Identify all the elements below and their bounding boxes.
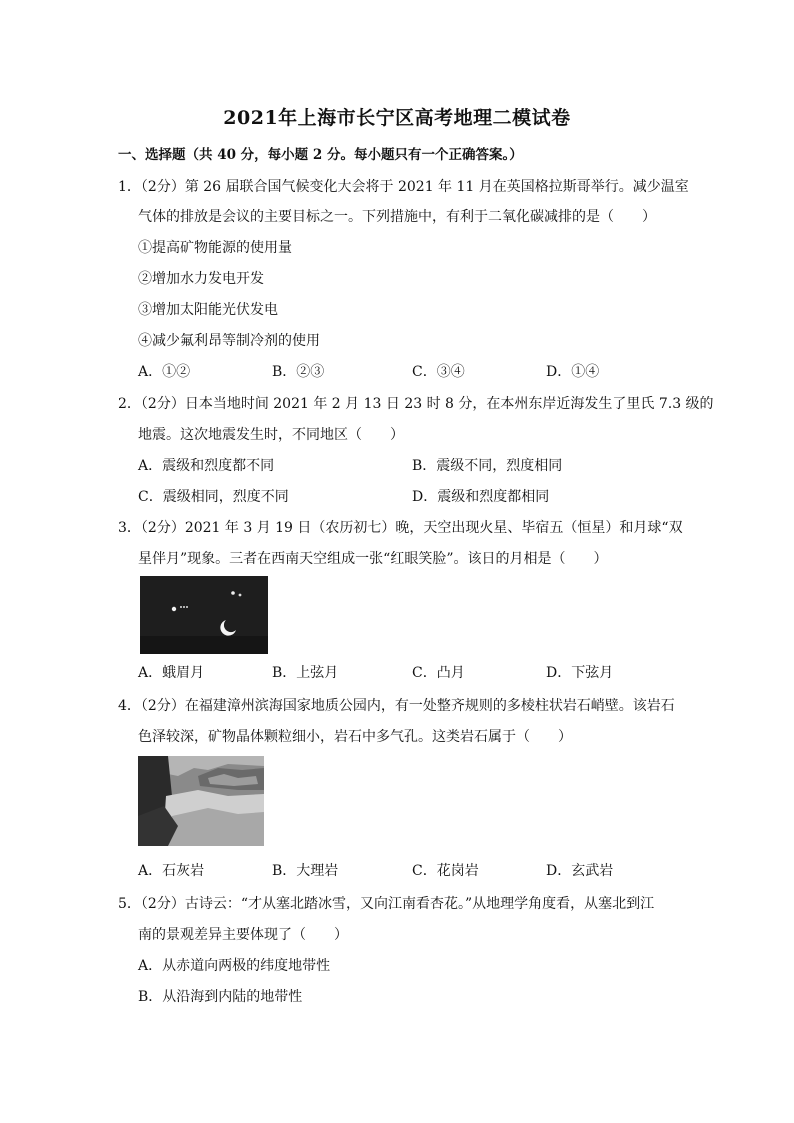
question-1-line-1: 1．（2分）第 26 届联合国气候变化大会将于 2021 年 11 月在英国格拉斯哥举行。减少温室 [118,179,689,195]
star-icon [231,591,235,595]
question-2-line-2: 地震。这次地震发生时，不同地区（ ） [138,427,404,443]
section-heading: 一、选择题（共 40 分，每小题 2 分。每小题只有一个正确答案。） [118,147,523,163]
question-4-option-c: C．花岗岩 [412,863,479,879]
question-1-option-b: B．②③ [272,364,325,380]
question-2-option-d: D．震级和烈度都相同 [412,489,550,505]
question-2-option-c: C．震级相同，烈度不同 [138,489,289,505]
question-3-option-b: B．上弦月 [272,665,339,681]
question-4-option-a: A．石灰岩 [138,863,205,879]
question-1-line-2: 气体的排放是会议的主要目标之一。下列措施中，有利于二氧化碳减排的是（ ） [138,209,656,225]
question-3-option-d: D．下弦月 [546,665,614,681]
question-2-option-a: A．震级和烈度都不同 [138,458,275,474]
question-1-item-3: ③增加太阳能光伏发电 [138,302,278,318]
question-1-option-d: D．①④ [546,364,600,380]
question-5-line-1: 5．（2分）古诗云：“才从塞北踏冰雪，又向江南看杏花。”从地理学角度看，从塞北到江 [118,896,655,912]
question-3-option-c: C．凸月 [412,665,465,681]
basalt-cliff-photo [138,756,264,846]
question-2-line-1: 2．（2分）日本当地时间 2021 年 2 月 13 日 23 时 8 分，在本州东岸近海发生了里氏 7.3 级的 [118,396,714,412]
question-5-option-a: A．从赤道向两极的纬度地带性 [138,958,331,974]
question-5-option-b: B．从沿海到内陆的地带性 [138,989,303,1005]
question-1-item-1: ①提高矿物能源的使用量 [138,240,292,256]
question-2-option-b: B．震级不同，烈度相同 [412,458,563,474]
question-4-line-1: 4．（2分）在福建漳州滨海国家地质公园内，有一处整齐规则的多棱柱状岩石峭壁。该岩石 [118,698,675,714]
question-1-option-a: A．①② [138,364,191,380]
star-icon [172,607,176,611]
page-title: 2021年上海市长宁区高考地理二模试卷 [223,107,571,129]
question-4-line-2: 色泽较深，矿物晶体颗粒细小，岩石中多气孔。这类岩石属于（ ） [138,729,572,745]
question-5-line-2: 南的景观差异主要体现了（ ） [138,927,348,943]
basalt-cliff-illustration [138,756,264,846]
question-1-option-c: C．③④ [412,364,465,380]
question-1-item-2: ②增加水力发电开发 [138,271,264,287]
question-3-option-a: A．蛾眉月 [138,665,205,681]
night-sky-photo [140,576,268,654]
question-4-option-d: D．玄武岩 [546,863,614,879]
question-1-item-4: ④减少氟利昂等制冷剂的使用 [138,333,320,349]
night-sky-illustration [140,576,268,654]
question-3-line-2: 星伴月”现象。三者在西南天空组成一张“红眼笑脸”。该日的月相是（ ） [138,551,608,567]
question-3-line-1: 3．（2分）2021 年 3 月 19 日（农历初七）晚，天空出现火星、毕宿五（恒星）和月球“双 [118,520,683,536]
question-4-option-b: B．大理岩 [272,863,339,879]
